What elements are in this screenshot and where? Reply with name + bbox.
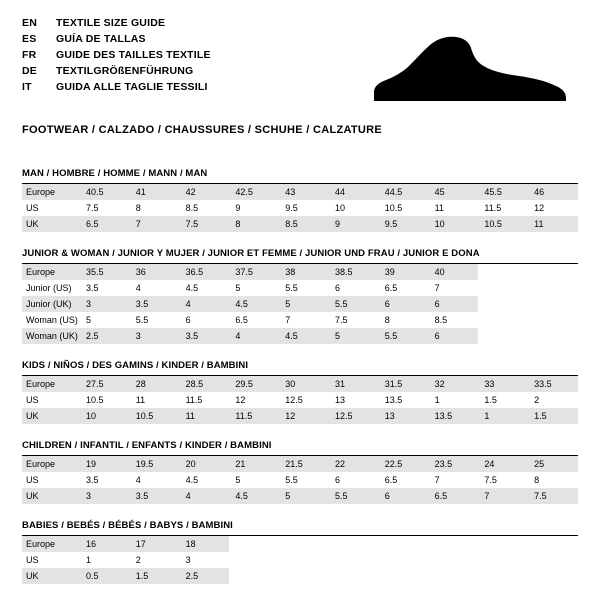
language-code: ES bbox=[22, 33, 37, 45]
size-cell: 12.5 bbox=[329, 408, 379, 424]
size-cell: 42 bbox=[180, 184, 230, 200]
dress-shoe-icon bbox=[370, 30, 570, 108]
row-label: US bbox=[26, 475, 39, 485]
size-cell: 4.5 bbox=[229, 488, 279, 504]
size-cell bbox=[329, 552, 379, 568]
size-cell: 7 bbox=[478, 488, 528, 504]
size-cell: 3 bbox=[130, 328, 180, 344]
row-label: Europe bbox=[22, 264, 80, 280]
row-label: US bbox=[26, 555, 39, 565]
row-label: Junior (UK) bbox=[22, 296, 80, 312]
size-cell: 21 bbox=[229, 456, 279, 472]
table-row bbox=[22, 216, 578, 232]
size-cell: 28 bbox=[130, 376, 180, 392]
size-cell bbox=[279, 568, 329, 584]
size-cell: 4.5 bbox=[185, 283, 199, 293]
size-cell: 6 bbox=[429, 328, 479, 344]
size-cell: 12 bbox=[279, 408, 329, 424]
size-cell: 45 bbox=[429, 184, 479, 200]
size-cell: 30 bbox=[279, 376, 329, 392]
size-cell: 9 bbox=[329, 216, 379, 232]
size-cell: 39 bbox=[379, 264, 429, 280]
size-cell: 8.5 bbox=[434, 315, 448, 325]
row-label: Woman (UK) bbox=[22, 328, 80, 344]
language-code: EN bbox=[22, 17, 37, 29]
size-cell: 10 bbox=[429, 216, 479, 232]
table-row bbox=[22, 376, 578, 392]
size-cell: 10.5 bbox=[130, 408, 180, 424]
footwear-heading: FOOTWEAR / CALZADO / CHAUSSURES / SCHUHE / CALZATURE bbox=[22, 124, 383, 136]
size-cell: 36 bbox=[130, 264, 180, 280]
size-cell: 19 bbox=[80, 456, 130, 472]
size-cell: 7.5 bbox=[334, 315, 348, 325]
language-list bbox=[22, 16, 211, 95]
size-cell: 6 bbox=[185, 315, 191, 325]
size-cell: 1 bbox=[434, 395, 440, 405]
language-code: IT bbox=[22, 81, 32, 93]
section-title: CHILDREN / INFANTIL / ENFANTS / KINDER / BAMBINI bbox=[22, 440, 272, 451]
size-cell: 7 bbox=[434, 283, 440, 293]
size-cell: 6 bbox=[334, 475, 340, 485]
table-row bbox=[22, 472, 578, 488]
size-cell: 9.5 bbox=[285, 203, 298, 213]
size-cell: 8.5 bbox=[279, 216, 329, 232]
size-cell: 11 bbox=[135, 395, 146, 405]
size-cell: 6 bbox=[379, 488, 429, 504]
size-cell: 11.5 bbox=[484, 203, 502, 213]
size-cell: 10 bbox=[334, 203, 345, 213]
size-cell: 1 bbox=[478, 408, 528, 424]
language-code: DE bbox=[22, 65, 37, 77]
size-cell: 8.5 bbox=[185, 203, 199, 213]
size-cell: 18 bbox=[180, 536, 230, 552]
row-label: UK bbox=[22, 568, 80, 584]
table-row bbox=[22, 328, 578, 344]
size-cell: 11 bbox=[434, 203, 444, 213]
size-cell: 11 bbox=[528, 216, 578, 232]
size-cell: 8 bbox=[534, 475, 540, 485]
size-cell: 10.5 bbox=[86, 395, 104, 405]
size-cell: 1 bbox=[86, 555, 92, 565]
size-cell bbox=[329, 536, 379, 552]
size-cell bbox=[379, 568, 429, 584]
size-cell: 8 bbox=[229, 216, 279, 232]
size-cell: 46 bbox=[528, 184, 578, 200]
size-cell bbox=[478, 568, 528, 584]
size-cell bbox=[478, 264, 528, 280]
size-cell: 6 bbox=[379, 296, 429, 312]
size-cell: 5 bbox=[329, 328, 379, 344]
size-cell: 21.5 bbox=[279, 456, 329, 472]
row-label: UK bbox=[22, 408, 80, 424]
size-cell: 4.5 bbox=[185, 475, 199, 485]
row-label: UK bbox=[22, 216, 80, 232]
section-title: JUNIOR & WOMAN / JUNIOR Y MUJER / JUNIOR ET FEMME / JUNIOR UND FRAU / JUNIOR E DONA bbox=[22, 248, 480, 259]
size-cell bbox=[478, 552, 528, 568]
size-cell: 7 bbox=[130, 216, 180, 232]
size-cell: 6 bbox=[334, 283, 340, 293]
size-cell: 29.5 bbox=[229, 376, 279, 392]
row-label: Europe bbox=[22, 376, 80, 392]
language-code: FR bbox=[22, 49, 37, 61]
row-label: Junior (US) bbox=[26, 283, 72, 293]
size-cell: 5.5 bbox=[135, 315, 149, 325]
size-cell: 42.5 bbox=[229, 184, 279, 200]
size-cell: 22.5 bbox=[379, 456, 429, 472]
row-label: Woman (US) bbox=[26, 315, 78, 325]
size-cell: 25 bbox=[528, 456, 578, 472]
size-cell: 5.5 bbox=[329, 296, 379, 312]
size-cell: 6.5 bbox=[235, 315, 248, 325]
table-row bbox=[22, 200, 578, 216]
size-cell: 43 bbox=[279, 184, 329, 200]
size-cell: 7.5 bbox=[86, 203, 99, 213]
table-row bbox=[22, 568, 578, 584]
table-row bbox=[22, 392, 578, 408]
size-cell: 13.5 bbox=[429, 408, 479, 424]
table-row bbox=[22, 408, 578, 424]
size-cell: 5.5 bbox=[329, 488, 379, 504]
size-cell: 37.5 bbox=[229, 264, 279, 280]
size-cell: 10.5 bbox=[478, 216, 528, 232]
size-cell bbox=[528, 264, 578, 280]
size-cell bbox=[478, 296, 528, 312]
size-cell: 10.5 bbox=[384, 203, 403, 213]
size-cell: 33 bbox=[478, 376, 528, 392]
size-cell: 17 bbox=[130, 536, 180, 552]
size-cell: 4 bbox=[180, 296, 230, 312]
size-cell: 40.5 bbox=[80, 184, 130, 200]
size-cell: 3 bbox=[185, 555, 191, 565]
size-cell: 38 bbox=[279, 264, 329, 280]
size-cell: 7 bbox=[285, 315, 291, 325]
size-cell: 5.5 bbox=[285, 283, 298, 293]
size-table bbox=[22, 184, 578, 232]
row-label: Europe bbox=[22, 184, 80, 200]
table-row bbox=[22, 552, 578, 568]
size-cell: 2.5 bbox=[80, 328, 130, 344]
size-cell: 33.5 bbox=[528, 376, 578, 392]
size-cell bbox=[379, 536, 429, 552]
size-cell bbox=[229, 552, 279, 568]
size-cell bbox=[229, 536, 279, 552]
language-title: TEXTILE SIZE GUIDE bbox=[56, 17, 166, 29]
size-cell: 4 bbox=[229, 328, 279, 344]
size-cell bbox=[528, 280, 578, 296]
size-cell: 28.5 bbox=[180, 376, 230, 392]
language-title: GUÍA DE TALLAS bbox=[56, 33, 146, 45]
size-cell: 5 bbox=[279, 488, 329, 504]
size-cell: 3.5 bbox=[86, 283, 99, 293]
size-cell: 4 bbox=[135, 475, 141, 485]
size-cell: 35.5 bbox=[80, 264, 130, 280]
table-row bbox=[22, 264, 578, 280]
size-cell: 20 bbox=[180, 456, 230, 472]
size-cell: 2.5 bbox=[180, 568, 230, 584]
size-cell: 12.5 bbox=[285, 395, 303, 405]
size-cell: 45.5 bbox=[478, 184, 528, 200]
page-header bbox=[22, 16, 578, 108]
size-cell: 27.5 bbox=[80, 376, 130, 392]
size-section bbox=[22, 520, 578, 584]
size-cell: 41 bbox=[130, 184, 180, 200]
size-section bbox=[22, 440, 578, 504]
size-cell: 24 bbox=[478, 456, 528, 472]
size-cell bbox=[478, 536, 528, 552]
size-cell bbox=[329, 568, 379, 584]
row-label: US bbox=[26, 203, 39, 213]
size-cell: 22 bbox=[329, 456, 379, 472]
size-cell bbox=[478, 312, 528, 328]
size-cell: 7.5 bbox=[180, 216, 230, 232]
size-table bbox=[22, 376, 578, 424]
size-cell bbox=[379, 552, 429, 568]
size-cell: 16 bbox=[80, 536, 130, 552]
size-cell: 13.5 bbox=[384, 395, 403, 405]
size-cell: 1.5 bbox=[528, 408, 578, 424]
size-cell: 4 bbox=[135, 283, 141, 293]
size-cell bbox=[478, 328, 528, 344]
table-row bbox=[22, 280, 578, 296]
row-label: Europe bbox=[22, 536, 80, 552]
size-cell: 3.5 bbox=[86, 475, 99, 485]
table-row bbox=[22, 312, 578, 328]
table-row bbox=[22, 184, 578, 200]
size-cell: 8 bbox=[384, 315, 390, 325]
size-cell: 2 bbox=[534, 395, 540, 405]
size-cell: 31 bbox=[329, 376, 379, 392]
size-cell: 32 bbox=[429, 376, 479, 392]
size-cell bbox=[478, 280, 528, 296]
size-cell bbox=[528, 568, 578, 584]
language-title: GUIDA ALLE TAGLIE TESSILI bbox=[56, 81, 208, 93]
row-label: Europe bbox=[22, 456, 80, 472]
size-cell bbox=[429, 536, 479, 552]
size-cell: 19.5 bbox=[130, 456, 180, 472]
size-cell bbox=[429, 568, 479, 584]
size-cell: 12 bbox=[235, 395, 246, 405]
size-cell bbox=[528, 328, 578, 344]
size-cell: 5 bbox=[86, 315, 92, 325]
size-cell: 3.5 bbox=[130, 296, 180, 312]
section-title: KIDS / NIÑOS / DES GAMINS / KINDER / BAMBINI bbox=[22, 360, 249, 371]
size-cell bbox=[528, 312, 578, 328]
language-title: TEXTILGRÖßENFÜHRUNG bbox=[56, 65, 194, 77]
size-cell: 4.5 bbox=[279, 328, 329, 344]
size-cell: 4 bbox=[180, 488, 230, 504]
size-cell: 10 bbox=[80, 408, 130, 424]
size-cell bbox=[528, 296, 578, 312]
table-row bbox=[22, 296, 578, 312]
table-row bbox=[22, 488, 578, 504]
size-cell: 31.5 bbox=[379, 376, 429, 392]
size-cell: 5 bbox=[235, 475, 241, 485]
size-cell: 3 bbox=[80, 488, 130, 504]
size-cell: 5 bbox=[235, 283, 241, 293]
size-table bbox=[22, 536, 578, 584]
size-cell: 5 bbox=[279, 296, 329, 312]
size-cell: 3.5 bbox=[130, 488, 180, 504]
size-cell: 5.5 bbox=[379, 328, 429, 344]
size-cell: 40 bbox=[429, 264, 479, 280]
size-cell bbox=[528, 536, 578, 552]
size-cell: 13 bbox=[379, 408, 429, 424]
size-cell: 7.5 bbox=[528, 488, 578, 504]
size-cell: 1.5 bbox=[130, 568, 180, 584]
row-label: UK bbox=[22, 488, 80, 504]
size-cell: 9 bbox=[235, 203, 241, 213]
size-cell: 1.5 bbox=[484, 395, 497, 405]
size-sections bbox=[22, 168, 578, 584]
size-cell: 11.5 bbox=[185, 395, 203, 405]
size-cell: 36.5 bbox=[180, 264, 230, 280]
size-section bbox=[22, 360, 578, 424]
size-cell: 3.5 bbox=[180, 328, 230, 344]
size-cell: 6.5 bbox=[80, 216, 130, 232]
size-cell: 11 bbox=[180, 408, 230, 424]
size-cell bbox=[229, 568, 279, 584]
section-title: BABIES / BEBÉS / BÉBÉS / BABYS / BAMBINI bbox=[22, 520, 233, 531]
size-cell: 7.5 bbox=[484, 475, 497, 485]
size-cell: 13 bbox=[334, 395, 345, 405]
section-title: MAN / HOMBRE / HOMME / MANN / MAN bbox=[22, 168, 208, 179]
size-cell: 6.5 bbox=[384, 283, 398, 293]
size-cell bbox=[279, 536, 329, 552]
size-table bbox=[22, 456, 578, 504]
size-table bbox=[22, 264, 578, 344]
size-cell bbox=[429, 552, 479, 568]
table-row bbox=[22, 456, 578, 472]
size-cell: 38.5 bbox=[329, 264, 379, 280]
size-cell bbox=[279, 552, 329, 568]
size-cell: 6.5 bbox=[384, 475, 398, 485]
size-cell: 3 bbox=[80, 296, 130, 312]
size-cell bbox=[528, 552, 578, 568]
language-title: GUIDE DES TAILLES TEXTILE bbox=[56, 49, 211, 61]
size-cell: 7 bbox=[434, 475, 440, 485]
size-cell: 6.5 bbox=[429, 488, 479, 504]
size-cell: 6 bbox=[429, 296, 479, 312]
size-cell: 0.5 bbox=[80, 568, 130, 584]
size-cell: 2 bbox=[135, 555, 141, 565]
size-section bbox=[22, 248, 578, 344]
size-cell: 9.5 bbox=[379, 216, 429, 232]
row-label: US bbox=[26, 395, 39, 405]
size-cell: 5.5 bbox=[285, 475, 298, 485]
size-cell: 12 bbox=[534, 203, 545, 213]
size-section bbox=[22, 168, 578, 232]
size-cell: 44.5 bbox=[379, 184, 429, 200]
size-cell: 4.5 bbox=[229, 296, 279, 312]
size-cell: 44 bbox=[329, 184, 379, 200]
table-row bbox=[22, 536, 578, 552]
size-cell: 8 bbox=[135, 203, 141, 213]
size-cell: 11.5 bbox=[229, 408, 279, 424]
size-cell: 23.5 bbox=[429, 456, 479, 472]
